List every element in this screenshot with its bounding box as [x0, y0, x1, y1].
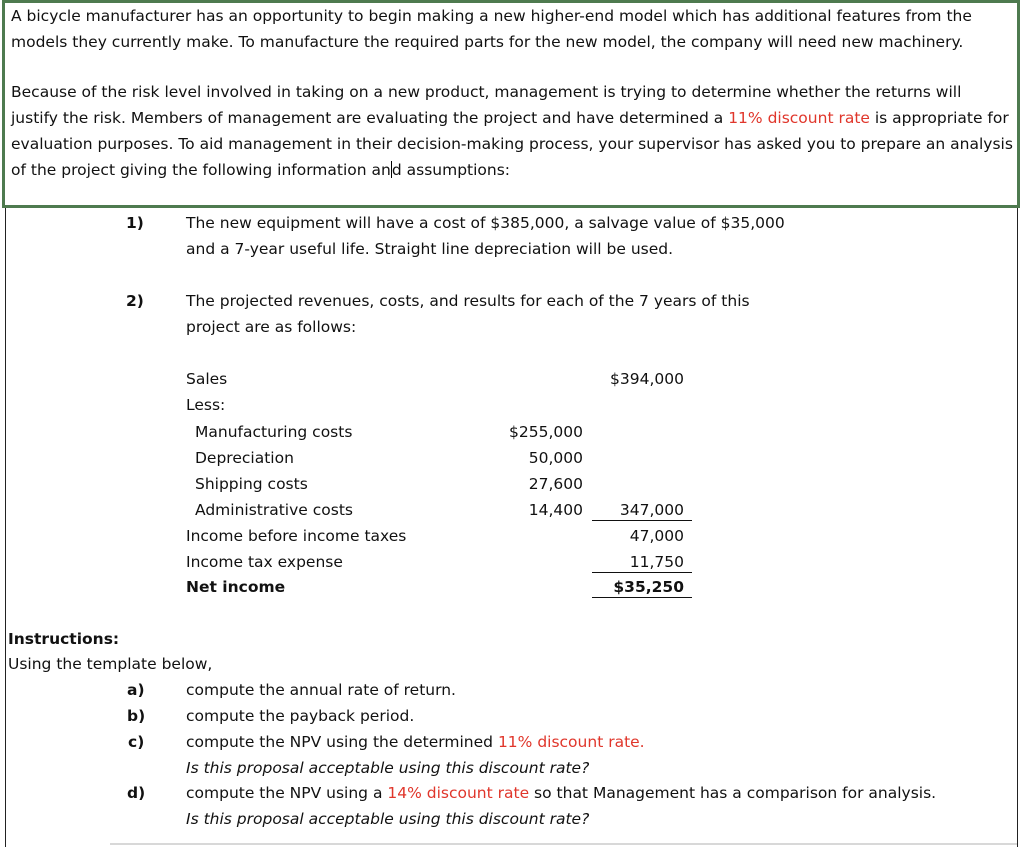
item-2-line-1: The projected revenues, costs, and results for each of the 7 years of this — [186, 292, 750, 310]
instruction-a-text: compute the annual rate of return. — [186, 681, 456, 699]
intro-line-2: models they currently make. To manufacture the required parts for the new model, the company will need new machinery. — [11, 33, 964, 51]
item-1-number: 1) — [126, 214, 144, 232]
instruction-d-letter: d) — [127, 784, 146, 802]
ibt-label: Income before income taxes — [186, 527, 407, 545]
shipping-label: Shipping costs — [195, 475, 308, 493]
item-2-number: 2) — [126, 292, 144, 310]
net-income-label: Net income — [186, 578, 286, 596]
instruction-d-text-post: so that Management has a comparison for analysis. — [529, 784, 937, 802]
instruction-c-text — [186, 733, 645, 751]
instruction-d-text — [186, 784, 936, 802]
intro-line-6-pre: of the project giving the following information an — [11, 161, 391, 179]
manufacturing-value: $255,000 — [509, 423, 583, 441]
tax-label: Income tax expense — [186, 553, 343, 571]
ibt-value: 47,000 — [629, 527, 684, 545]
right-cell-border — [1017, 208, 1018, 847]
instruction-b-letter: b) — [127, 707, 146, 725]
discount-rate-highlight: 11% discount rate — [728, 109, 870, 127]
item-1-line-1: The new equipment will have a cost of $385,000, a salvage value of $35,000 — [186, 214, 785, 232]
instruction-b-text: compute the payback period. — [186, 707, 415, 725]
less-label: Less: — [186, 396, 226, 414]
admin-value: 14,400 — [528, 501, 583, 519]
sales-label: Sales — [186, 370, 228, 388]
shipping-value: 27,600 — [528, 475, 583, 493]
admin-label: Administrative costs — [195, 501, 353, 519]
manufacturing-label: Manufacturing costs — [195, 423, 353, 441]
instruction-c-discount: 11% discount rate. — [497, 733, 645, 751]
net-income-underline — [592, 597, 692, 598]
instruction-c-letter: c) — [128, 733, 145, 751]
instruction-d-question: Is this proposal acceptable using this discount rate? — [186, 810, 590, 828]
intro-line-5: evaluation purposes. To aid management in their decision-making process, your supervisor has asked you to prepare an analysis — [11, 135, 1013, 153]
intro-line-4 — [11, 109, 1009, 127]
depreciation-label: Depreciation — [195, 449, 294, 467]
intro-line-4-pre: justify the risk. Members of management are evaluating the project and have determined a — [11, 109, 729, 127]
instruction-c-text-pre: compute the NPV using the determined — [186, 733, 498, 751]
depreciation-value: 50,000 — [528, 449, 583, 467]
item-1-line-2: and a 7-year useful life. Straight line depreciation will be used. — [186, 240, 674, 258]
instructions-lead: Using the template below, — [8, 655, 213, 673]
instruction-d-discount: 14% discount rate — [387, 784, 530, 802]
intro-line-6 — [11, 161, 510, 179]
net-income-value: $35,250 — [613, 578, 684, 596]
tax-value: 11,750 — [629, 553, 684, 571]
intro-line-3: Because of the risk level involved in taking on a new product, management is trying to determine whether the returns will — [11, 83, 962, 101]
instructions-heading: Instructions: — [8, 630, 120, 648]
instruction-d-text-pre: compute the NPV using a — [186, 784, 388, 802]
intro-line-1: A bicycle manufacturer has an opportunity to begin making a new higher-end model which has additional features from the — [11, 7, 972, 25]
intro-line-6-post: d assumptions: — [391, 161, 511, 179]
instruction-c-question: Is this proposal acceptable using this discount rate? — [186, 759, 590, 777]
instruction-a-letter: a) — [127, 681, 145, 699]
total-costs-value: 347,000 — [619, 501, 684, 519]
item-2-line-2: project are as follows: — [186, 318, 357, 336]
total-costs-underline — [592, 520, 692, 521]
sales-value: $394,000 — [610, 370, 684, 388]
intro-box[interactable] — [2, 0, 1020, 208]
bottom-gridline — [110, 843, 1017, 845]
left-cell-border — [5, 208, 6, 847]
tax-underline — [592, 572, 692, 573]
intro-line-4-post: is appropriate for — [869, 109, 1009, 127]
